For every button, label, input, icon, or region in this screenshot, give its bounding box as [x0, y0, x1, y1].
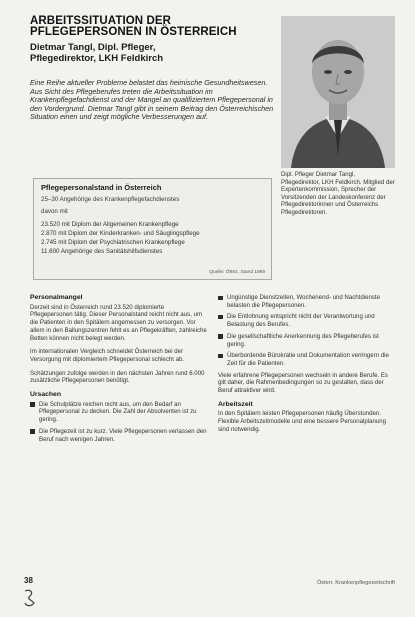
article-title — [30, 16, 280, 38]
bullet-item — [30, 401, 208, 424]
infobox-row: 2.745 mit Diplom der Psychiatrischen Krankenpflege — [41, 239, 185, 246]
staffing-infobox — [33, 178, 272, 280]
author-photo — [281, 16, 395, 168]
handwritten-mark-icon — [22, 588, 38, 608]
right-column — [218, 294, 396, 440]
author-line-2: Pflegedirektor, LKH Feldkirch — [30, 53, 164, 64]
author-block — [30, 42, 280, 64]
paragraph: Viele erfahrene Pflegepersonen wechseln in andere Berufe. Es gilt daher, die Rahmenbedingungen so zu gestalten, dass der Beruf attraktiver wird. — [218, 371, 388, 395]
infobox-row: 11.600 Angehörige des Sanitätshilfsdienstes — [41, 248, 163, 255]
bullet-text: Die Pflegezeit ist zu kurz. Viele Pflegepersonen verlassen den Beruf nach wenigen Jahren. — [39, 427, 207, 443]
portrait-image — [281, 16, 395, 168]
section-heading: Personalmangel — [30, 294, 83, 301]
bullet-square-icon — [218, 334, 223, 339]
bullet-item — [218, 352, 396, 367]
left-column — [30, 294, 208, 447]
infobox-row: 2.870 mit Diplom der Kinderkranken- und Säuglingspflege — [41, 230, 200, 237]
bullet-item — [218, 294, 396, 309]
section-heading: Arbeitszeit — [218, 400, 253, 408]
bullet-text: Ungünstige Dienstzeiten, Wochenend- und Nachtdienste belasten die Pflegepersonen. — [227, 294, 381, 309]
bullet-square-icon — [218, 296, 223, 301]
paragraph: Derzeit sind in Österreich rund 23.520 diplomierte Pflegepersonen tätig. Dieser Personalstand reicht nicht aus, um die Patienten in den Spitälern angemessen zu versorgen. Vor allem in den Ballungszentren fehlt es an Pflegekräften, zahlreiche Betten können nicht belegt werden. — [30, 303, 207, 342]
infobox-line-1: 25–30 Angehörige des Krankenpflegefachdienstes — [41, 196, 180, 203]
photo-caption: Dipl. Pfleger Dietmar Tangl, Pflegedirektor, LKH Feldkirch. Mitglied der Expertenkommission, Sprecher der Vorsitzenden der Landeskonferenz der Pflegedirektorinnen und Österreichs Pflegedirektoren. — [281, 171, 395, 216]
title-line-2: PFLEGEPERSONEN IN ÖSTERREICH — [30, 26, 237, 38]
title-line-1: ARBEITSSITUATION DER — [30, 15, 172, 27]
section-heading: Ursachen — [30, 391, 61, 399]
infobox-title: Pflegepersonalstand in Österreich — [41, 183, 162, 192]
bullet-square-icon — [30, 402, 35, 407]
paragraph: In den Spitälern leisten Pflegepersonen häufig Überstunden. Flexible Arbeitszeitmodelle und eine bessere Personalplanung sind notwendig. — [218, 410, 387, 433]
infobox-source: Quelle: ÖBIG, Stand 1989 — [209, 270, 265, 275]
bullet-item — [218, 313, 396, 328]
infobox-row: 23.520 mit Diplom der Allgemeinen Krankenpflege — [41, 221, 179, 228]
publication-footer: Österr. Krankenpflegezeitschrift — [316, 580, 395, 586]
paragraph: Im internationalen Vergleich schneidet Österreich bei der Versorgung mit diplomiertem Pflegepersonal schlecht ab. — [30, 348, 185, 363]
author-line-1: Dietmar Tangl, Dipl. Pfleger, — [30, 42, 156, 53]
bullet-text: Die gesellschaftliche Anerkennung des Pflegeberufes ist gering. — [227, 332, 379, 348]
bullet-square-icon — [30, 429, 35, 434]
paragraph: Schätzungen zufolge werden in den nächsten Jahren rund 6.000 zusätzliche Pflegepersonen benötigt. — [30, 369, 205, 385]
bullet-text: Die Schulplätze reichen nicht aus, um den Bedarf an Pflegepersonal zu decken. Die Zahl der Absolventen ist zu gering. — [39, 400, 197, 424]
infobox-line-2: davon mit — [41, 208, 68, 215]
bullet-square-icon — [218, 315, 223, 320]
page-number: 38 — [24, 576, 33, 585]
bullet-item — [30, 428, 208, 443]
bullet-square-icon — [218, 354, 223, 359]
bullet-text: Überbordende Bürokratie und Dokumentation verringern die Zeit für die Patienten. — [227, 352, 389, 367]
lead-paragraph: Eine Reihe aktueller Probleme belastet das heimische Gesundheitswesen. Aus Sicht des Pflegeberufes treten die Arbeitssituation im Krankenpflegefachdienst und der Mangel an qualifiziertem Pflegepersonal in den Vordergrund. Dietmar Tangl gibt in seinem Beitrag den Österreichischen Situation einen und zeigt mögliche Verbesserungen auf. — [30, 78, 274, 121]
bullet-text: Die Entlohnung entspricht nicht der Verantwortung und Belastung des Berufes. — [227, 313, 375, 329]
bullet-item — [218, 333, 396, 348]
